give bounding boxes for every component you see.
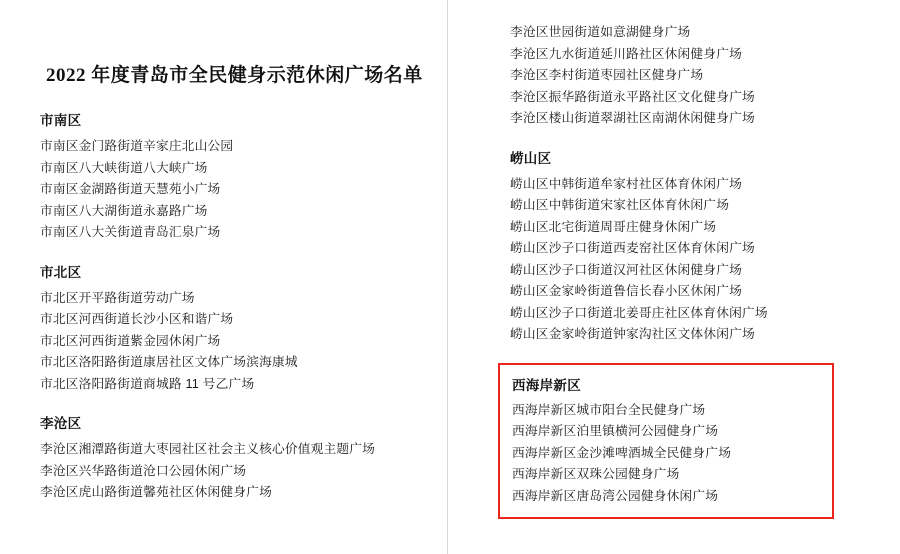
- list-item: 市南区金门路街道辛家庄北山公园: [40, 139, 234, 153]
- list-item: 市北区洛阳路街道康居社区文体广场滨海康城: [40, 355, 298, 369]
- list-item: 崂山区北宅街道周哥庄健身休闲广场: [510, 219, 717, 234]
- section-shinanqu: [40, 109, 427, 244]
- list-item: 市南区金湖路街道天慧苑小广场: [40, 182, 221, 196]
- section-heading: 崂山区: [510, 150, 552, 166]
- list-item: 市北区开平路街道劳动广场: [40, 290, 195, 305]
- left-column: [0, 0, 447, 554]
- list-item: 崂山区金家岭街道钟家沟社区文体休闲广场: [510, 327, 755, 341]
- list-item: 李沧区世园街道如意湖健身广场: [510, 25, 691, 39]
- section-heading: 市南区: [40, 113, 82, 128]
- right-column: [448, 0, 900, 554]
- list-item: 西海岸新区金沙滩啤酒城全民健身广场: [512, 445, 732, 460]
- list-item: 李沧区李村街道枣园社区健身广场: [510, 68, 704, 82]
- page-title: 2022 年度青岛市全民健身示范休闲广场名单: [46, 65, 423, 86]
- list-item: 李沧区振华路街道永平路社区文化健身广场: [510, 89, 755, 104]
- list-item: 崂山区沙子口街道汉河社区休闲健身广场: [510, 262, 742, 277]
- list-item: 市北区河西街道长沙小区和谐广场: [40, 312, 234, 326]
- list-item: 崂山区中韩街道牟家村社区体育休闲广场: [510, 176, 742, 191]
- list-item: 市北区河西街道紫金园休闲广场: [40, 333, 221, 348]
- list-item: 西海岸新区双珠公园健身广场: [512, 467, 680, 481]
- section-licangqu-continued: [510, 22, 880, 130]
- list-item: 崂山区金家岭街道鲁信长春小区休闲广场: [510, 284, 742, 298]
- list-item: 市南区八大湖街道永嘉路广场: [40, 203, 208, 218]
- section-shibeiqu: [40, 261, 427, 396]
- section-licangqu: [40, 412, 427, 504]
- list-item: 西海岸新区唐岛湾公园健身休闲广场: [512, 488, 719, 503]
- list-item: 李沧区兴华路街道沧口公园休闲广场: [40, 463, 247, 478]
- list-item: 崂山区沙子口街道西麦窑社区体育休闲广场: [510, 241, 755, 255]
- section-heading: 西海岸新区: [512, 377, 581, 393]
- list-item: 崂山区中韩街道宋家社区体育休闲广场: [510, 198, 730, 212]
- list-item: 市南区八大峡街道八大峡广场: [40, 160, 208, 175]
- section-laoshanqu: [510, 147, 880, 346]
- list-item: 西海岸新区泊里镇横河公园健身广场: [512, 424, 719, 438]
- list-item: 李沧区湘潭路街道大枣园社区社会主义核心价值观主题广场: [40, 442, 376, 456]
- list-item: 李沧区楼山街道翠湖社区南湖休闲健身广场: [510, 111, 755, 125]
- list-item: 李沧区虎山路街道馨苑社区休闲健身广场: [40, 485, 272, 499]
- section-heading: 李沧区: [40, 416, 82, 431]
- list-item: 市北区洛阳路街道商城路 11 号乙广场: [40, 376, 255, 391]
- list-item: 崂山区沙子口街道北姜哥庄社区体育休闲广场: [510, 305, 768, 320]
- section-heading: 市北区: [40, 264, 82, 280]
- list-item: 西海岸新区城市阳台全民健身广场: [512, 402, 706, 417]
- highlighted-section-xihaiannewarea: [498, 363, 834, 520]
- list-item: 市南区八大关街道青岛汇泉广场: [40, 225, 221, 239]
- list-item: 李沧区九水街道延川路社区休闲健身广场: [510, 46, 742, 61]
